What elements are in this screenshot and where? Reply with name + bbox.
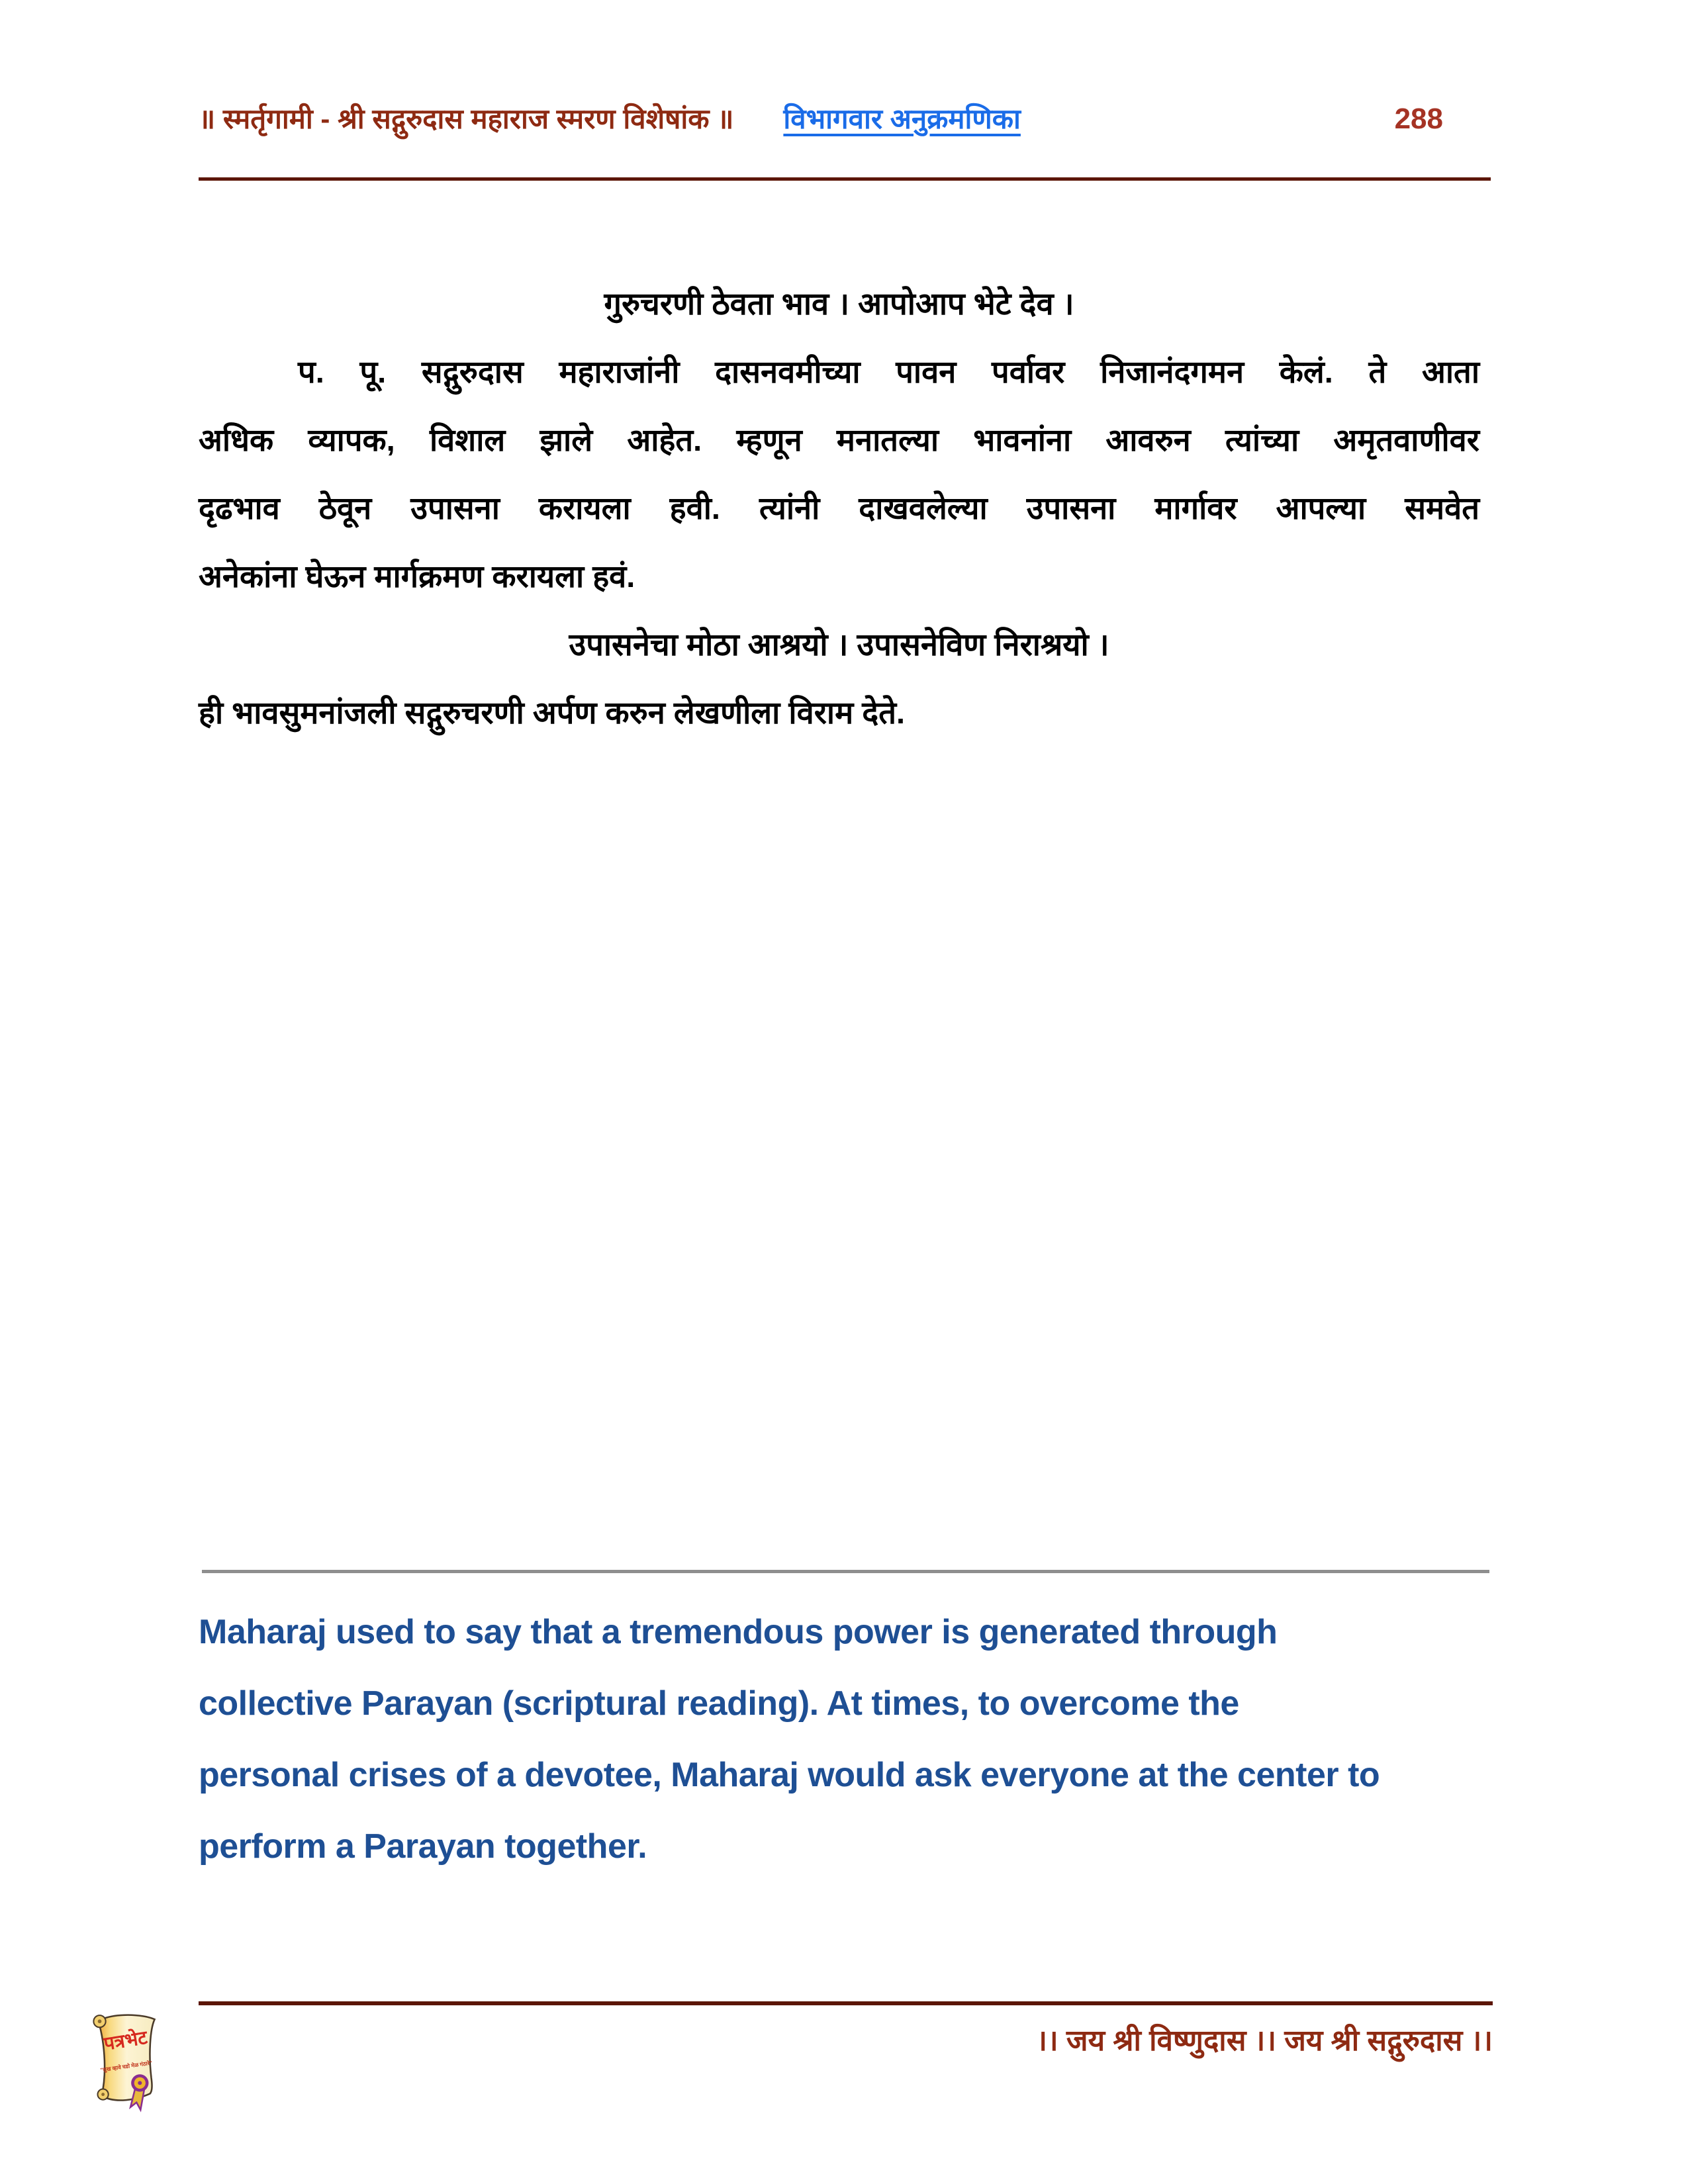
paragraph-line-4: अनेकांना घेऊन मार्गक्रमण करायला हवं. [199, 559, 635, 594]
english-note-block [199, 1596, 1489, 1882]
verse-line-1: गुरुचरणी ठेवता भाव । आपोआप भेटे देव । [604, 286, 1074, 321]
paragraph-line-2: अधिक व्यापक, विशाल झाले आहेत. म्हणून मनातल्या भावनांना आवरुन त्यांच्या अमृतवाणीवर [199, 422, 1479, 457]
page-number: 288 [1394, 103, 1443, 135]
footer-rule [199, 2001, 1493, 2005]
scroll-curl-top-center [98, 2019, 102, 2023]
toc-link[interactable]: विभागवार अनुक्रमणिका [783, 103, 1021, 134]
patrabhet-logo [81, 2011, 168, 2115]
section-divider [202, 1570, 1489, 1573]
header-rule [199, 177, 1491, 181]
english-line-3: personal crises of a devotee, Maharaj would ask everyone at the center to [199, 1756, 1380, 1794]
english-line-2: collective Parayan (scriptural reading). At times, to overcome the [199, 1684, 1239, 1723]
logo-tagline: "सुख व्हावे घडो मेळ गंठारे" [100, 2060, 153, 2073]
paragraph-line-1: प. पू. सद्गुरुदास महाराजांनी दासनवमीच्या पावन पर्वावर निजानंदगमन केलं. ते आता [298, 354, 1479, 389]
main-text-block [199, 269, 1479, 747]
rosette-center [138, 2081, 142, 2085]
english-line-1: Maharaj used to say that a tremendous power is generated through [199, 1613, 1278, 1651]
english-line-4: perform a Parayan together. [199, 1827, 647, 1866]
scroll-curl-bottom-center [101, 2093, 105, 2096]
logo-title: पत्रभेट [102, 2026, 149, 2055]
scroll-logo-icon [81, 2011, 168, 2115]
page-header [199, 99, 1491, 152]
paragraph-line-3: दृढभाव ठेवून उपासना करायला हवी. त्यांनी दाखवलेल्या उपासना मार्गावर आपल्या समवेत [199, 490, 1479, 525]
footer-blessing: ।। जय श्री विष्णुदास ।। जय श्री सद्गुरुदास ।। [1036, 2025, 1493, 2057]
closing-line: ही भावसुमनांजली सद्गुरुचरणी अर्पण करुन लेखणीला विराम देते. [199, 695, 906, 730]
verse-line-2: उपासनेचा मोठा आश्रयो । उपासनेविण निराश्रयो । [569, 627, 1109, 662]
header-title: ॥ स्मर्तृगामी - श्री सद्गुरुदास महाराज स्मरण विशेषांक ॥ [199, 103, 734, 134]
